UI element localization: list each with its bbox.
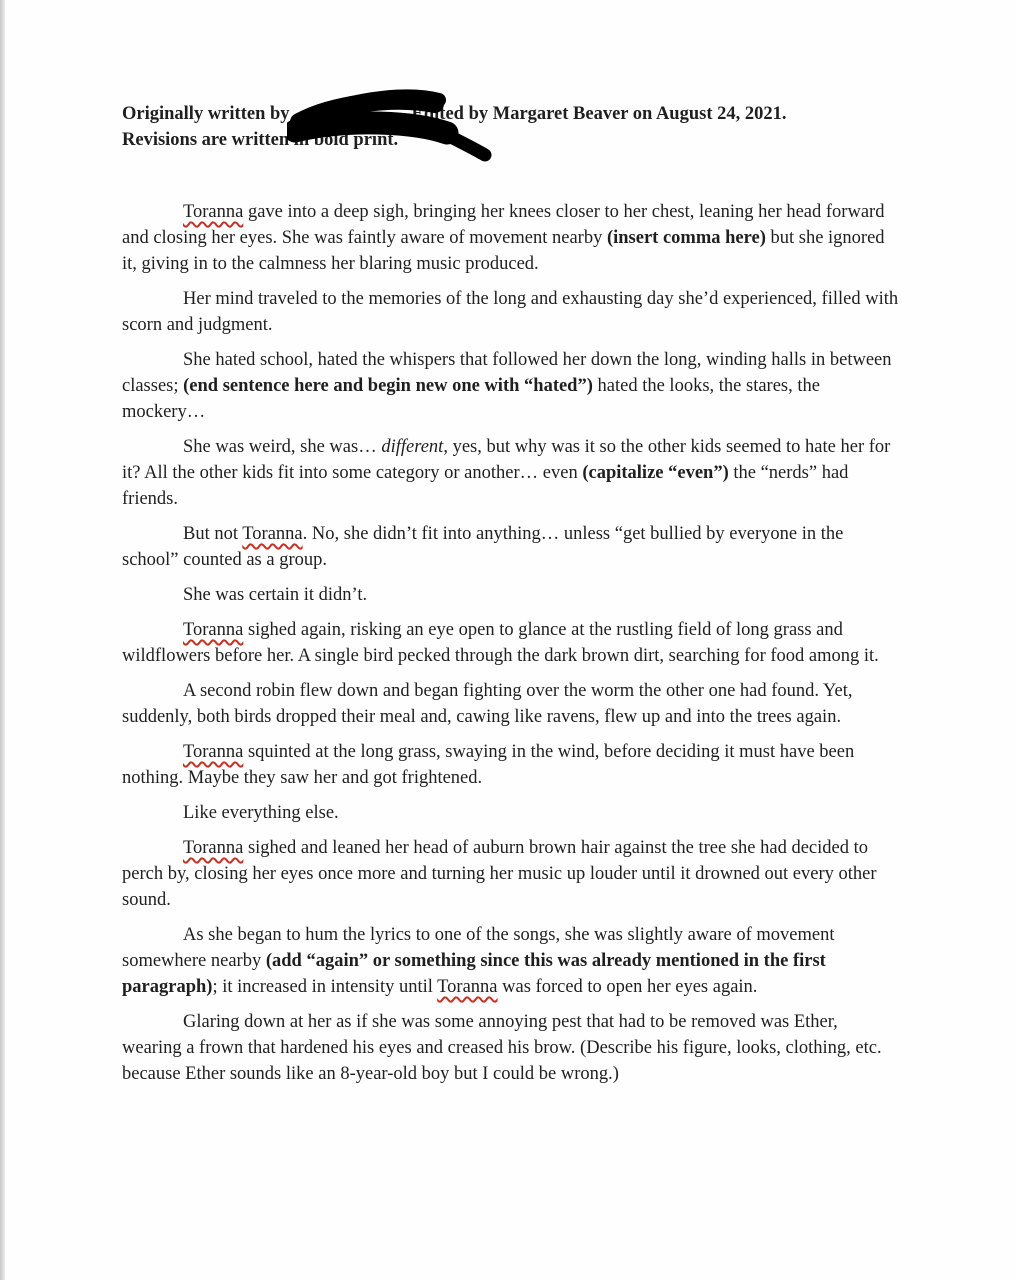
character-name-misspelled: Toranna [437,977,498,997]
paragraph-3 [122,347,902,425]
story-text: As she began to hum the lyrics to one of the songs, she was slightly aware of movement somewhere nearby [122,925,835,971]
story-text: Her mind traveled to the memories of the long and exhausting day she’d experienced, filled with scorn and judgment. [122,289,899,335]
story-text: hated the looks, the stares, the mockery… [122,376,820,422]
paragraph-8 [122,678,902,730]
document-content [122,101,902,1096]
paragraph-7 [122,617,902,669]
paragraph-4 [122,434,902,512]
story-text: ; it increased in intensity until [212,977,438,997]
document-body [122,199,902,1087]
editor-revision-note: (capitalize “even”) [582,463,729,483]
scan-edge-shadow [0,0,5,1280]
story-text: . No, she didn’t fit into anything… unless “get bullied by everyone in the school” counted as a group. [122,524,844,570]
paragraph-6 [122,582,902,608]
paragraph-10 [122,800,902,826]
story-text: was forced to open her eyes again. [497,977,758,997]
editor-revision-note: (insert comma here) [606,228,766,248]
header-edited-by: Edited by Margaret Beaver on August 24, 2021. [411,104,787,124]
story-text: She was certain it didn’t. [183,585,368,605]
story-text: But not [183,524,243,544]
character-name-misspelled: Toranna [183,202,244,222]
paragraph-9 [122,739,902,791]
redacted-name-gap [290,118,412,119]
editor-revision-note: (add “again” or something since this was already mentioned in the first paragraph) [122,951,826,997]
story-text: the “nerds” had friends. [122,463,849,509]
header-author-prefix: Originally written by [122,104,290,124]
paragraph-5 [122,521,902,573]
character-name-misspelled: Toranna [242,524,303,544]
character-name-misspelled: Toranna [183,838,244,858]
story-text: She was weird, she was… [183,437,382,457]
editor-revision-note: (end sentence here and begin new one with “hated”) [183,376,593,396]
paragraph-12 [122,922,902,1000]
story-text: Like everything else. [183,803,339,823]
story-text: but she ignored it, giving in to the calmness her blaring music produced. [122,228,885,274]
story-text: , yes, but why was it so the other kids seemed to hate her for it? All the other kids fit into some category or another… even [122,437,891,483]
paragraph-1 [122,199,902,277]
story-text: She hated school, hated the whispers that followed her down the long, winding halls in between classes; [122,350,892,396]
character-name-misspelled: Toranna [183,742,244,762]
story-text: gave into a deep sigh, bringing her knees closer to her chest, leaning her head forward and closing her eyes. She was faintly aware of movement nearby [122,202,885,248]
story-text: Glaring down at her as if she was some annoying pest that had to be removed was Ether, wearing a frown that hardened his eyes and creased his brow. (Describe his figure, looks, clothing, etc. because Ether sounds like an 8-year-old boy but I could be wrong.) [122,1012,882,1084]
header-line-1 [122,101,902,127]
story-text: A second robin flew down and began fighting over the worm the other one had found. Yet, suddenly, both birds dropped their meal and, cawing like ravens, flew up and into the trees again. [122,681,853,727]
header-line-2: Revisions are written in bold print. [122,130,399,150]
story-text: sighed again, risking an eye open to glance at the rustling field of long grass and wildflowers before her. A single bird pecked through the dark brown dirt, searching for food among it. [122,620,879,666]
paragraph-11 [122,835,902,913]
character-name-misspelled: Toranna [183,620,244,640]
story-text: sighed and leaned her head of auburn brown hair against the tree she had decided to perch by, closing her eyes once more and turning her music up louder until it drowned out every other sound. [122,838,877,910]
document-header [122,101,902,153]
emphasized-text: different [381,437,444,457]
paragraph-13 [122,1009,902,1087]
story-text: squinted at the long grass, swaying in the wind, before deciding it must have been nothing. Maybe they saw her and got frightened. [122,742,855,788]
paragraph-2 [122,286,902,338]
